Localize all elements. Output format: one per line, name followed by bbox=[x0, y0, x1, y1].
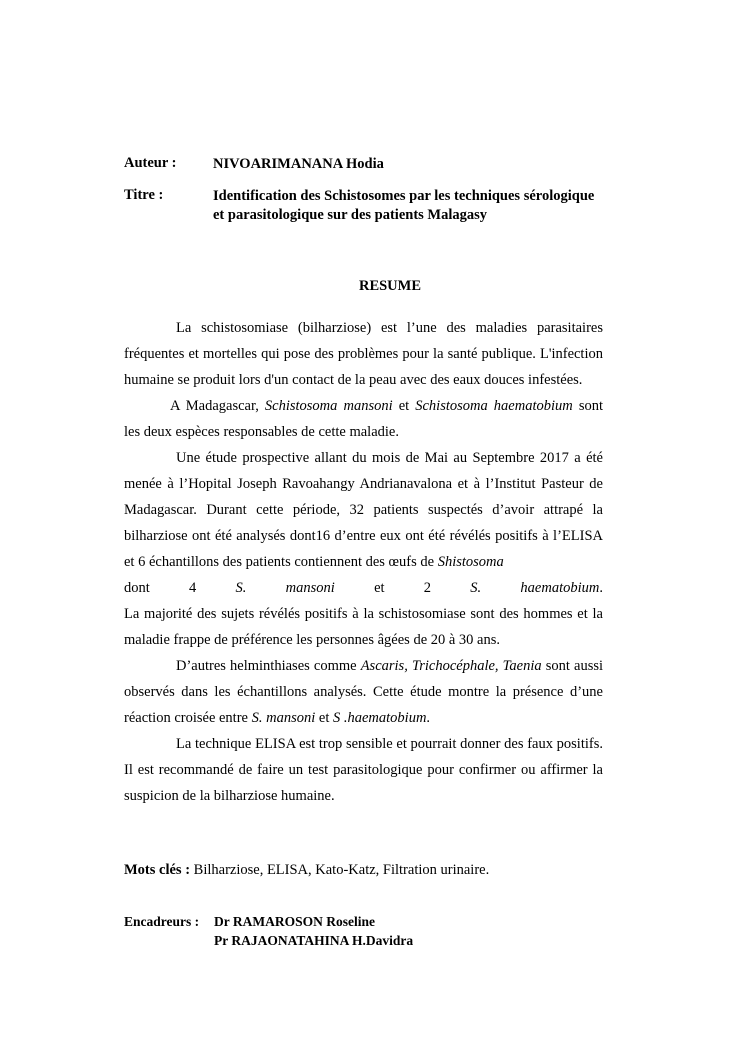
p3-word-haematobium bbox=[520, 575, 603, 601]
p3-word-s2: S. bbox=[470, 580, 482, 596]
paragraph-3 bbox=[124, 445, 603, 575]
paragraph-4 bbox=[124, 653, 603, 731]
p2-species-2: Schistosoma haematobium bbox=[415, 398, 573, 414]
title-line-2: et parasitologique sur des patients Malagasy bbox=[213, 207, 488, 223]
abstract-body bbox=[124, 315, 603, 809]
p3-word-dont: dont bbox=[124, 580, 150, 596]
keywords bbox=[124, 862, 489, 879]
p4-text-a: D’autres helminthiases comme bbox=[176, 658, 361, 674]
p3-spread-line bbox=[124, 575, 603, 601]
author-label: Auteur : bbox=[124, 155, 177, 171]
p3-conclusion: La majorité des sujets révélés positifs à la schistosomiase sont des hommes et la maladie frappe de préférence les personnes âgées de 20 à 30 ans. bbox=[124, 606, 603, 648]
title-line-1: Identification des Schistosomes par les techniques sérologique bbox=[213, 188, 595, 204]
supervisors bbox=[124, 912, 413, 950]
p3-word-2: 2 bbox=[423, 580, 432, 596]
p4-species-1: S. mansoni bbox=[251, 710, 316, 726]
p2-text-c: et bbox=[392, 398, 416, 414]
author-value: NIVOARIMANANA Hodia bbox=[213, 156, 384, 172]
p4-species-2: S .haematobium bbox=[332, 710, 427, 726]
title-value bbox=[213, 187, 613, 225]
p2-species-1: Schistosoma mansoni bbox=[264, 398, 393, 414]
paragraph-2 bbox=[124, 393, 603, 445]
supervisors-names bbox=[214, 912, 413, 950]
paragraph-1: La schistosomiase (bilharziose) est l’une des maladies parasitaires fréquentes et mortelles qui pose des problèmes pour la santé publique. L'infection humaine se produit lors d'un contact de la peau avec des eaux douces infestées. bbox=[124, 320, 603, 388]
p3-word-mansoni: mansoni bbox=[285, 580, 335, 596]
p4-text-c: sont aussi observés dans les échantillons analysés. Cette étude montre la présence d’une réaction croisée entre bbox=[124, 658, 604, 726]
title-label: Titre : bbox=[124, 187, 164, 203]
p3-word-s1: S. bbox=[235, 580, 247, 596]
supervisors-label: Encadreurs : bbox=[124, 914, 200, 929]
p2-text-a: A Madagascar, bbox=[170, 398, 265, 414]
p4-text-e: et bbox=[315, 710, 333, 726]
p2-text-e: sont les deux espèces responsables de cette maladie. bbox=[124, 398, 603, 440]
supervisor-1: Dr RAMAROSON Roseline bbox=[214, 914, 375, 929]
p3-genus: Shistosoma bbox=[437, 554, 504, 570]
title-row bbox=[124, 187, 613, 225]
p3-period: . bbox=[599, 580, 603, 596]
author-row bbox=[124, 155, 613, 174]
p3-word-4: 4 bbox=[189, 580, 197, 596]
supervisor-2: Pr RAJAONATAHINA H.Davidra bbox=[214, 933, 414, 948]
p3-text-a: Une étude prospective allant du mois de Mai au Septembre 2017 a été menée à l’Hopital Joseph Ravoahangy Andrianavalona et à l’Institut Pasteur de Madagascar. Durant cette période, 32 patients suspectés d’avoir attrapé la bilharziose ont été analysés dont16 d’entre eux ont été révélés positifs à l’ELISA et 6 échantillons des patients contiennent des œufs de bbox=[124, 450, 603, 570]
keywords-label: Mots clés : bbox=[124, 862, 191, 878]
p4-text-g: . bbox=[426, 710, 431, 726]
p3-haematobium-italic: haematobium bbox=[520, 580, 600, 596]
p4-parasites: Ascaris, Trichocéphale, Taenia bbox=[360, 658, 542, 674]
resume-heading: RESUME bbox=[358, 278, 422, 294]
keywords-value: Bilharziose, ELISA, Kato-Katz, Filtration urinaire. bbox=[190, 862, 490, 878]
paragraph-5: La technique ELISA est trop sensible et pourrait donner des faux positifs. Il est recommandé de faire un test parasitologique pour confirmer ou affirmer la suspicion de la bilharziose humaine. bbox=[124, 736, 603, 804]
p3-word-et: et bbox=[374, 580, 385, 596]
